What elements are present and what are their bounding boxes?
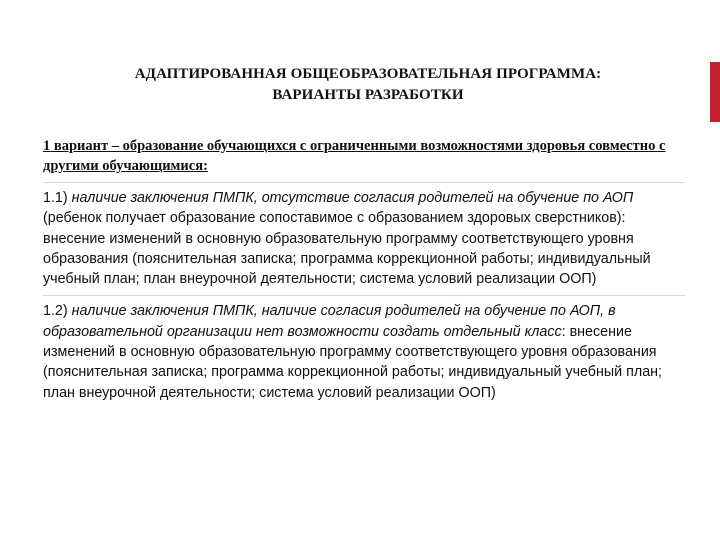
slide-title <box>40 64 696 106</box>
item-1-2-condition: наличие заключения ПМПК, наличие согласия родителей на обучение по АОП, в образовательной организации нет возможности создать отдельный класс <box>43 303 616 340</box>
divider <box>43 295 685 296</box>
item-1-1 <box>43 188 685 289</box>
slide-content <box>43 136 685 403</box>
title-line-1: АДАПТИРОВАННАЯ ОБЩЕОБРАЗОВАТЕЛЬНАЯ ПРОГРАММА: <box>134 66 602 82</box>
item-1-2 <box>43 301 685 402</box>
item-1-1-text: (ребенок получает образование сопоставимое с образованием здоровых сверстников): внесение изменений в основную образовательную программу соответствующего уровня образования (пояснительная записка; программа коррекционной работы; индивидуальный учебный план; план внеурочной деятельности; система условий реализации ООП) <box>43 210 651 288</box>
item-1-1-condition: наличие заключения ПМПК, отсутствие согласия родителей на обучение по АОП <box>71 190 634 206</box>
item-1-2-number: 1.2) <box>43 303 68 320</box>
title-line-2: ВАРИАНТЫ РАЗРАБОТКИ <box>272 87 464 103</box>
divider <box>43 182 685 183</box>
variant-heading: 1 вариант – образование обучающихся с ограниченными возможностями здоровья совместно с другими обучающимися: <box>43 138 666 174</box>
accent-bar <box>710 62 720 122</box>
item-1-1-number: 1.1) <box>43 190 68 206</box>
item-1-2-text: : внесение изменений в основную образовательную программу соответствующего уровня образования (пояснительная записка; программа коррекционной работы; индивидуальный учебный план; план внеурочной деятельности; система условий реализации ООП) <box>43 323 663 401</box>
